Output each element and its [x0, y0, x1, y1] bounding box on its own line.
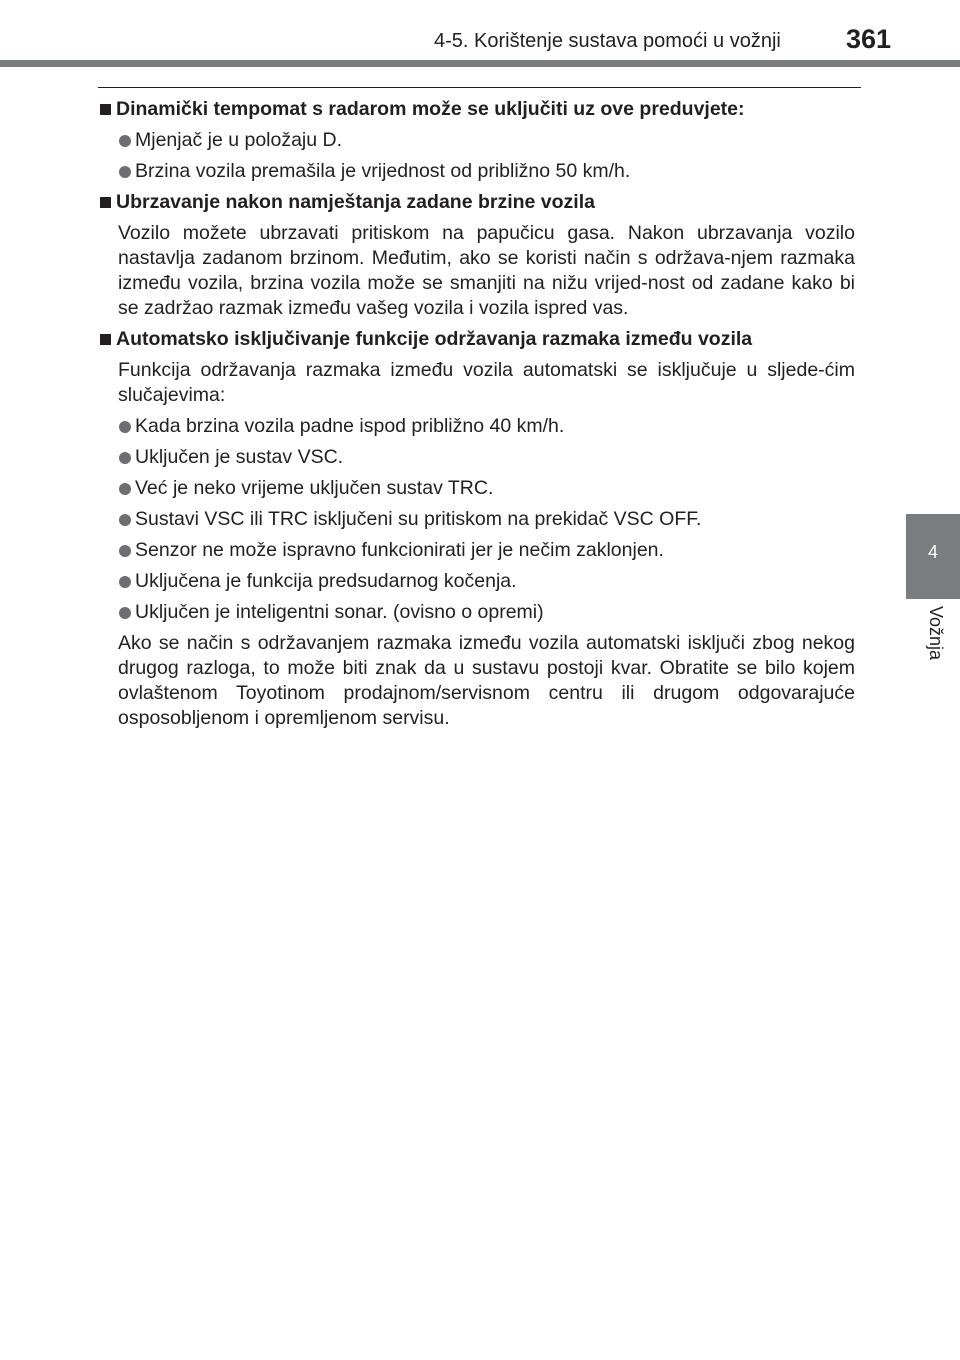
round-bullet-icon — [119, 483, 131, 495]
list-item-text: Senzor ne može ispravno funkcionirati jer je nečim zaklonjen. — [135, 539, 664, 561]
list-item — [98, 159, 855, 184]
paragraph: Funkcija održavanja razmaka između vozila automatski se isključuje u sljede-ćim slučajevima: — [118, 359, 855, 406]
chapter-label: Vožnja — [926, 606, 946, 661]
section-heading-text: Dinamički tempomat s radarom može se uključiti uz ove preduvjete: — [116, 98, 745, 120]
square-bullet-icon — [100, 104, 111, 115]
running-header: 4-5. Korištenje sustava pomoći u vožnji — [434, 30, 781, 52]
list-item — [98, 507, 855, 532]
list-item-text: Brzina vozila premašila je vrijednost od približno 50 km/h. — [135, 160, 631, 182]
header-bar — [0, 60, 960, 67]
square-bullet-icon — [100, 334, 111, 345]
round-bullet-icon — [119, 452, 131, 464]
section-heading-text: Ubrzavanje nakon namještanja zadane brzine vozila — [116, 191, 595, 213]
section-heading — [98, 97, 855, 122]
list-item-text: Uključen je inteligentni sonar. (ovisno o opremi) — [135, 601, 544, 623]
page-number: 361 — [846, 24, 892, 54]
round-bullet-icon — [119, 607, 131, 619]
round-bullet-icon — [119, 166, 131, 178]
page-content — [98, 97, 855, 737]
round-bullet-icon — [119, 576, 131, 588]
round-bullet-icon — [119, 135, 131, 147]
list-item — [98, 538, 855, 563]
list-item-text: Već je neko vrijeme uključen sustav TRC. — [135, 477, 494, 499]
round-bullet-icon — [119, 514, 131, 526]
top-rule — [98, 87, 861, 88]
round-bullet-icon — [119, 545, 131, 557]
chapter-tab — [906, 514, 960, 599]
list-item — [98, 476, 855, 501]
square-bullet-icon — [100, 197, 111, 208]
section-heading-text: Automatsko isključivanje funkcije održavanja razmaka između vozila — [116, 328, 753, 350]
list-item — [98, 414, 855, 439]
list-item — [98, 569, 855, 594]
list-item-text: Kada brzina vozila padne ispod približno 40 km/h. — [135, 415, 565, 437]
paragraph: Vozilo možete ubrzavati pritiskom na papučicu gasa. Nakon ubrzavanja vozilo nastavlja zadanom brzinom. Međutim, ako se koristi način s održava-njem razmaka između vozila, brzina vozila može se smanjiti na nižu vrijed-nost od zadane kako bi se zadržao razmak između vašeg vozila i vozila ispred vas. — [118, 222, 855, 319]
list-item-text: Mjenjač je u položaju D. — [135, 129, 343, 151]
round-bullet-icon — [119, 421, 131, 433]
list-item — [98, 600, 855, 625]
chapter-number: 4 — [927, 542, 938, 562]
list-item-text: Uključen je sustav VSC. — [135, 446, 344, 468]
list-item — [98, 445, 855, 470]
list-item-text: Sustavi VSC ili TRC isključeni su pritiskom na prekidač VSC OFF. — [135, 508, 702, 530]
paragraph: Ako se način s održavanjem razmaka između vozila automatski isključi zbog nekog drugog razloga, to može biti znak da u sustavu postoji kvar. Obratite se bilo kojem ovlaštenom Toyotinom prodajnom/servisnom centru ili drugom odgovarajuće osposobljenom i opremljenom servisu. — [118, 632, 855, 729]
list-item — [98, 128, 855, 153]
list-item-text: Uključena je funkcija predsudarnog kočenja. — [135, 570, 517, 592]
section-heading — [98, 190, 855, 215]
section-heading — [98, 327, 855, 352]
